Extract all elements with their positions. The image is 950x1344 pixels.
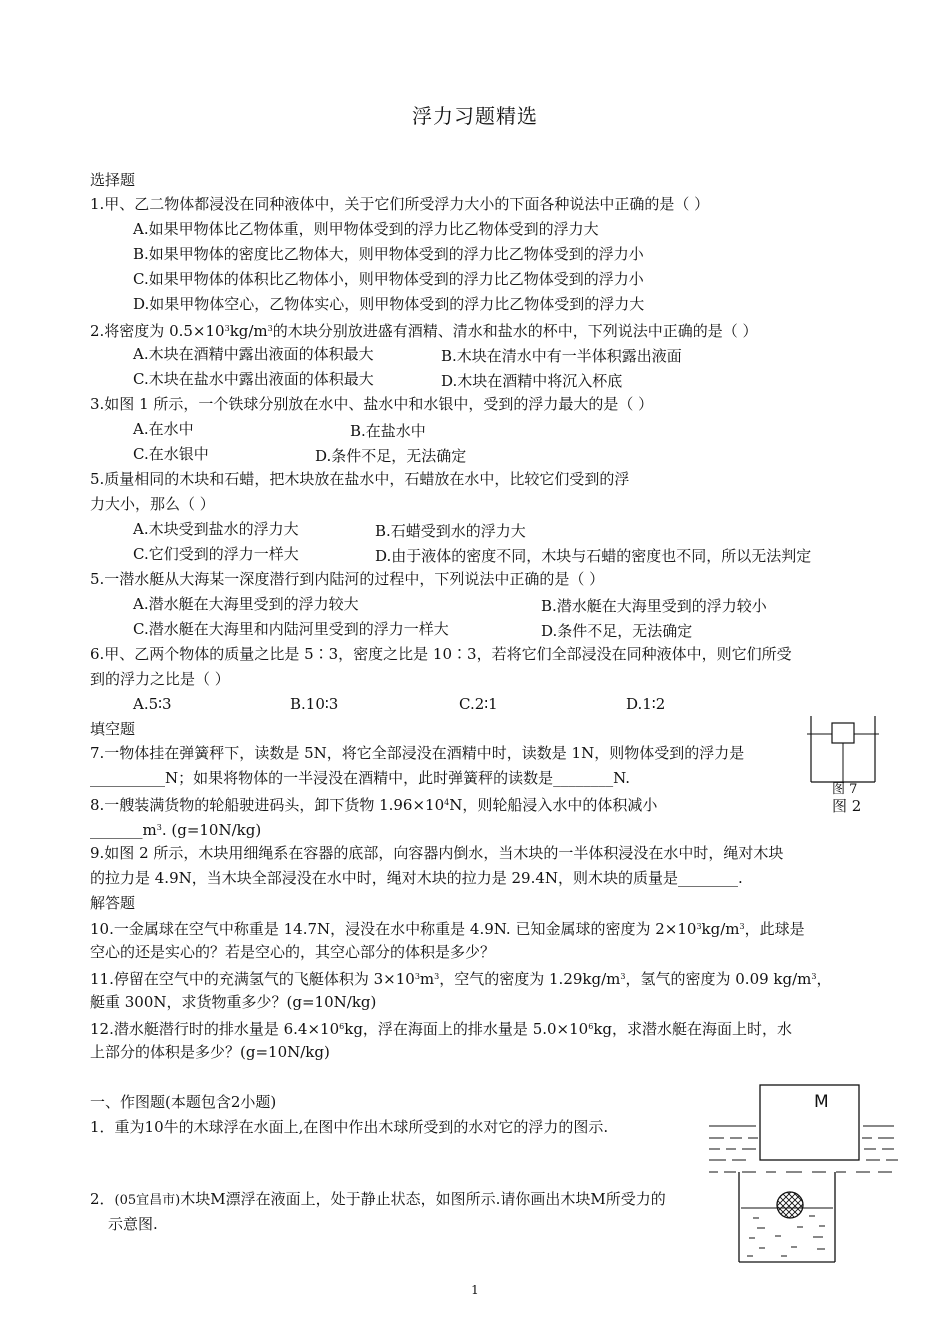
draw-q2-text: 木块M漂浮在液面上，处于静止状态，如图所示.请你画出木块M所受力的 [180, 1190, 666, 1208]
q10-line1 [90, 918, 805, 938]
q8-text-b: N，则轮船浸入水中的体积减小 [449, 796, 658, 814]
q11-line2: 艇重 300N，求货物重多少？(g=10N/kg) [90, 993, 377, 1011]
q6-option-c: C.2∶1 [459, 695, 498, 713]
q8-line1 [90, 794, 657, 814]
q7-line2: __________N；如果将物体的一半浸没在酒精中，此时弹簧秤的读数是________N. [90, 769, 631, 787]
q5a-stem-line2: 力大小，那么（ ） [90, 495, 215, 513]
q10-text-c: ，此球是 [744, 920, 805, 938]
q1-option-a: A.如果甲物体比乙物体重，则甲物体受到的浮力比乙物体受到的浮力大 [133, 220, 599, 238]
draw-q2-line1 [90, 1190, 666, 1210]
q5b-option-a: A.潜水艇在大海里受到的浮力较大 [133, 595, 359, 613]
q10-sup-1: 3 [696, 922, 702, 931]
q2-stem-text-b: kg/m [229, 322, 268, 340]
q12-text-c: kg，求潜水艇在海面上时，水 [593, 1020, 793, 1038]
section-answer-heading: 解答题 [90, 894, 136, 912]
q11-text-b: m [419, 970, 435, 988]
figure-block-m-label: M [814, 1092, 829, 1112]
q2-stem-text-a: 2.将密度为 0.5×10 [90, 322, 225, 340]
q8-sup-1: 4 [444, 798, 450, 807]
q1-option-c: C.如果甲物体的体积比乙物体小，则甲物体受到的浮力比乙物体受到的浮力小 [133, 270, 644, 288]
q11-sup-2: 3 [434, 972, 440, 981]
q2-option-d: D.木块在酒精中将沉入杯底 [441, 372, 623, 390]
q11-line1 [90, 968, 832, 988]
draw-q1: 1．重为10牛的木球浮在水面上,在图中作出木球所受到的水对它的浮力的图示. [90, 1118, 609, 1136]
q9-line2: 的拉力是 4.9N，当木块全部浸没在水中时，绳对木块的拉力是 29.4N，则木块的质量是________. [90, 869, 743, 887]
q3-option-a: A.在水中 [133, 420, 194, 438]
q5b-option-b: B.潜水艇在大海里受到的浮力较小 [541, 597, 767, 615]
q3-stem: 3.如图 1 所示，一个铁球分别放在水中、盐水中和水银中，受到的浮力最大的是（ ） [90, 395, 654, 413]
q12-text-b: kg，浮在海面上的排水量是 5.0×10 [344, 1020, 589, 1038]
q2-option-b: B.木块在清水中有一半体积露出液面 [441, 347, 682, 365]
q8-text-c: _______m [90, 821, 157, 839]
q11-sup-3: 3 [620, 972, 626, 981]
q5b-option-c: C.潜水艇在大海里和内陆河里受到的浮力一样大 [133, 620, 449, 638]
q1-stem: 1.甲、乙二物体都浸没在同种液体中，关于它们所受浮力大小的下面各种说法中正确的是（ ） [90, 195, 710, 213]
q6-option-a: A.5∶3 [133, 695, 172, 713]
q5a-option-b: B.石蜡受到水的浮力大 [375, 522, 526, 540]
q10-text-b: kg/m [701, 920, 740, 938]
q6-option-b: B.10∶3 [290, 695, 339, 713]
q5a-stem-line1: 5.质量相同的木块和石蜡，把木块放在盐水中，石蜡放在水中，比较它们受到的浮 [90, 470, 630, 488]
q8-text-a: 8.一艘装满货物的轮船驶进码头，卸下货物 1.96×10 [90, 796, 445, 814]
figure-2-label-b: 图 2 [832, 797, 862, 815]
q11-sup-1: 3 [414, 972, 420, 981]
q5a-option-a: A.木块受到盐水的浮力大 [133, 520, 299, 538]
q5b-stem: 5.一潜水艇从大海某一深度潜行到内陆河的过程中，下列说法中正确的是（ ） [90, 570, 605, 588]
q11-text-e: ， [816, 970, 832, 988]
q10-line2: 空心的还是实心的？若是空心的，其空心部分的体积是多少？ [90, 943, 496, 961]
draw-q2-number: 2． [90, 1190, 115, 1208]
q12-sup-2: 6 [588, 1022, 594, 1031]
page-number: 1 [471, 1283, 479, 1297]
draw-q2-source: (05宜昌市) [114, 1193, 181, 1208]
q3-option-d: D.条件不足，无法确定 [315, 447, 467, 465]
page-title: 浮力习题精选 [412, 104, 538, 128]
q7-line1: 7.一物体挂在弹簧秤下，读数是 5N，将它全部浸没在酒精中时，读数是 1N，则物体受到的浮力是 [90, 744, 745, 762]
q2-stem [90, 320, 758, 340]
q11-text-c: ，空气的密度为 1.29kg/m [439, 970, 621, 988]
section-draw-heading: 一、作图题(本题包含2小题) [90, 1093, 277, 1111]
q1-option-d: D.如果甲物体空心，乙物体实心，则甲物体受到的浮力比乙物体受到的浮力大 [133, 295, 645, 313]
q6-stem-line2: 到的浮力之比是（ ） [90, 670, 230, 688]
q12-line2: 上部分的体积是多少？(g=10N/kg) [90, 1043, 330, 1061]
q2-option-c: C.木块在盐水中露出液面的体积最大 [133, 370, 374, 388]
q10-sup-2: 3 [739, 922, 745, 931]
q3-option-c: C.在水银中 [133, 445, 209, 463]
q6-stem-line1: 6.甲、乙两个物体的质量之比是 5∶3，密度之比是 10∶3，若将它们全部浸没在同种液体中，则它们所受 [90, 645, 792, 663]
q3-option-b: B.在盐水中 [350, 422, 426, 440]
q11-text-d: ，氢气的密度为 0.09 kg/m [625, 970, 812, 988]
q8-line2 [90, 819, 261, 839]
q12-sup-1: 6 [339, 1022, 345, 1031]
q8-text-d: . (g=10N/kg) [161, 821, 262, 839]
figure-block-m-floating [706, 1082, 902, 1182]
q2-stem-text-c: 的木块分别放进盛有酒精、清水和盐水的杯中，下列说法中正确的是（ ） [272, 322, 758, 340]
q8-sup-2: 3 [156, 823, 162, 832]
q12-text-a: 12.潜水艇潜行时的排水量是 6.4×10 [90, 1020, 340, 1038]
q5b-option-d: D.条件不足，无法确定 [541, 622, 693, 640]
section-fill-heading: 填空题 [90, 720, 136, 738]
q1-option-b: B.如果甲物体的密度比乙物体大，则甲物体受到的浮力比乙物体受到的浮力小 [133, 245, 644, 263]
q11-sup-4: 3 [811, 972, 817, 981]
figure-2-label-a: 图 7 [832, 782, 858, 797]
draw-q2-line2: 示意图. [108, 1215, 158, 1233]
q5a-option-c: C.它们受到的浮力一样大 [133, 545, 299, 563]
q6-option-d: D.1∶2 [626, 695, 666, 713]
q2-option-a: A.木块在酒精中露出液面的体积最大 [133, 345, 374, 363]
figure-beaker-ball [735, 1170, 841, 1266]
q10-text-a: 10.一金属球在空气中称重是 14.7N，浸没在水中称重是 4.9N. 已知金属球的密度为 2×10 [90, 920, 697, 938]
q12-line1 [90, 1018, 792, 1038]
q5a-option-d: D.由于液体的密度不同，木块与石蜡的密度也不同，所以无法判定 [375, 547, 812, 565]
q9-line1: 9.如图 2 所示，木块用细绳系在容器的底部，向容器内倒水，当木块的一半体积浸没在水中时，绳对木块 [90, 844, 784, 862]
section-choice-heading: 选择题 [90, 171, 136, 189]
q11-text-a: 11.停留在空气中的充满氢气的飞艇体积为 3×10 [90, 970, 415, 988]
q2-sup-2: 3 [267, 324, 273, 333]
q2-sup-1: 3 [224, 324, 230, 333]
